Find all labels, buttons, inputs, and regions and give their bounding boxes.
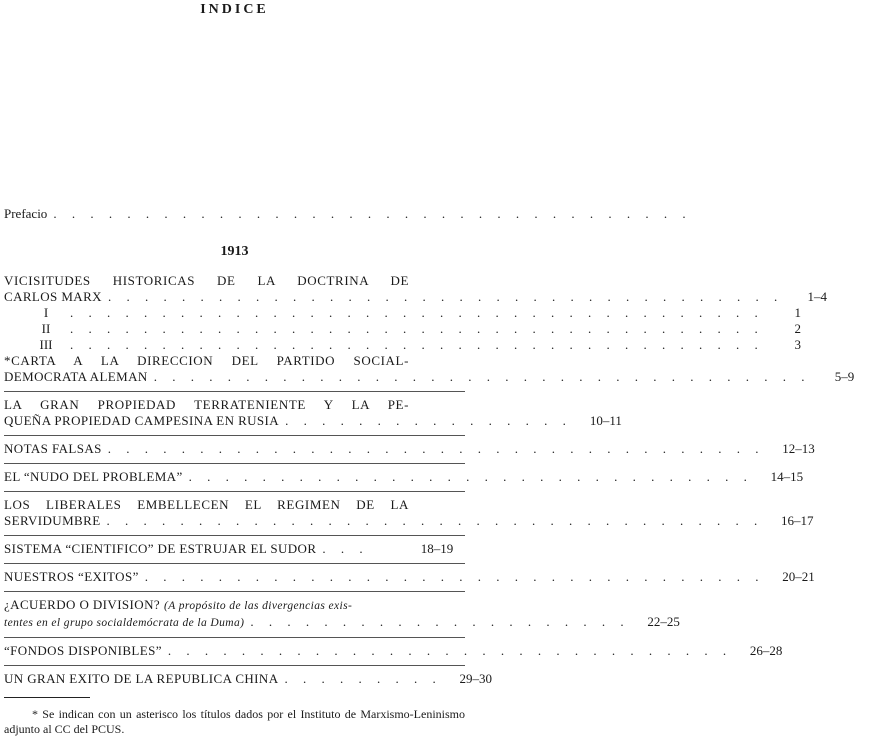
entry-title-line1: UN GRAN EXITO DE LA REPUBLICA CHINA (4, 671, 279, 686)
toc-entry[interactable]: UN GRAN EXITO DE LA REPUBLICA CHINA . . . . . . . . . 29–30 (4, 671, 465, 687)
entry-title-line1: LA GRAN PROPIEDAD TERRATENIENTE Y LA PE- (4, 397, 409, 412)
divider (4, 665, 465, 666)
divider (4, 435, 465, 436)
toc-subentry[interactable]: III . . . . . . . . . . . . . . . . . . . . . . . . . . . . . . . . . . . . . . 3 (4, 337, 465, 353)
entry-pages: 1–4 (807, 289, 827, 304)
toc-entry[interactable]: EL “NUDO DEL PROBLEMA” . . . . . . . . . . . . . . . . . . . . . . . . . . . . . . . 14–15 (4, 469, 465, 485)
entry-pages: 14–15 (770, 469, 804, 484)
divider (4, 535, 465, 536)
entry-title-line2: tentes en el grupo socialdemócrata de la Duma) (4, 617, 245, 629)
toc-entry[interactable]: ¿ACUERDO O DIVISION? (A propósito de las divergencias exis- tentes en el grupo socialdemócrata de la Duma) . . . . . . . . . . . . . . . . . . . . . 22–25 (4, 597, 465, 631)
entry-pages: 26–28 (749, 643, 783, 658)
entry-title-line2: CARLOS MARX (4, 289, 102, 304)
toc-entry[interactable]: “FONDOS DISPONIBLES” . . . . . . . . . . . . . . . . . . . . . . . . . . . . . . . 26–28 (4, 643, 465, 659)
entry-pages: 12–13 (782, 441, 815, 456)
divider (4, 391, 465, 392)
entry-pages: 5–9 (834, 369, 855, 384)
entry-title-line1: LOS LIBERALES EMBELLECEN EL REGIMEN DE LA (4, 497, 409, 512)
toc-entry[interactable]: SISTEMA “CIENTIFICO” DE ESTRUJAR EL SUDOR . . . 18–19 (4, 541, 465, 557)
year-heading: 1913 (220, 244, 249, 259)
entry-pages: 18–19 (420, 541, 454, 556)
entry-subtitle: (A propósito de las divergencias exis- (164, 600, 353, 612)
table-of-contents (4, 273, 855, 687)
toc-entry[interactable]: LOS LIBERALES EMBELLECEN EL REGIMEN DE LA SERVIDUMBRE . . . . . . . . . . . . . . . . . . . . . . . . . . . . . . . . . . . . 16–17 (4, 497, 465, 529)
subentry-pages: 3 (794, 337, 801, 352)
subentry-pages: 1 (794, 305, 801, 320)
toc-entry[interactable]: NOTAS FALSAS . . . . . . . . . . . . . . . . . . . . . . . . . . . . . . . . . . . . 12–13 (4, 441, 465, 457)
page-title: INDICE (200, 2, 269, 17)
prefacio-label: Prefacio (4, 206, 48, 221)
entry-pages: 20–21 (782, 569, 815, 584)
leader-dots: . . . . . . . . . . . . . . . . . . . . . . . . . . . . . . . . . . . (53, 206, 692, 221)
toc-entry[interactable]: VICISITUDES HISTORICAS DE LA DOCTRINA DE CARLOS MARX . . . . . . . . . . . . . . . . . . . . . . . . . . . . . . . . . . . . . 1–4 (4, 273, 465, 305)
toc-subentry[interactable]: I . . . . . . . . . . . . . . . . . . . . . . . . . . . . . . . . . . . . . . 1 (4, 305, 465, 321)
subentry-number: III (39, 337, 53, 352)
entry-title-line2: DEMOCRATA ALEMAN (4, 369, 148, 384)
footnote: * Se indican con un asterisco los títulos dados por el Instituto de Marxismo-Leninismo adjunto al CC del PCUS. (4, 707, 465, 736)
entry-title-line1: VICISITUDES HISTORICAS DE LA DOCTRINA DE (4, 273, 409, 288)
entry-title-line2: QUEÑA PROPIEDAD CAMPESINA EN RUSIA (4, 413, 280, 428)
toc-subentries (4, 305, 801, 353)
entry-title-line1: SISTEMA “CIENTIFICO” DE ESTRUJAR EL SUDOR (4, 541, 317, 556)
toc-entry-prefacio[interactable] (4, 206, 692, 222)
entry-title-line1: “FONDOS DISPONIBLES” (4, 643, 162, 658)
subentry-number: I (43, 305, 49, 320)
entry-title-line2: SERVIDUMBRE (4, 513, 101, 528)
divider (4, 637, 465, 638)
entry-title-line1: *CARTA A LA DIRECCION DEL PARTIDO SOCIAL- (4, 353, 409, 368)
entry-title-line1: NOTAS FALSAS (4, 441, 102, 456)
entry-pages: 16–17 (781, 513, 814, 528)
toc-entry[interactable]: LA GRAN PROPIEDAD TERRATENIENTE Y LA PE- QUEÑA PROPIEDAD CAMPESINA EN RUSIA . . . . . . . . . . . . . . . . 10–11 (4, 397, 465, 429)
footnote-rule (4, 697, 90, 698)
toc-entry[interactable]: *CARTA A LA DIRECCION DEL PARTIDO SOCIAL- DEMOCRATA ALEMAN . . . . . . . . . . . . . . . . . . . . . . . . . . . . . . . . . . . . 5–9 (4, 353, 465, 385)
divider (4, 463, 465, 464)
entry-title-line1: ¿ACUERDO O DIVISION? (4, 597, 161, 612)
subentry-pages: 2 (794, 321, 801, 336)
entry-pages: 22–25 (647, 614, 680, 629)
divider (4, 563, 465, 564)
entry-title-line1: EL “NUDO DEL PROBLEMA” (4, 469, 183, 484)
divider (4, 491, 465, 492)
entry-title-line1: NUESTROS “EXITOS” (4, 569, 139, 584)
divider (4, 591, 465, 592)
toc-entry[interactable]: NUESTROS “EXITOS” . . . . . . . . . . . . . . . . . . . . . . . . . . . . . . . . . . 20–21 (4, 569, 465, 585)
entry-pages: 10–11 (589, 413, 622, 428)
entry-pages: 29–30 (459, 671, 492, 686)
toc-subentry[interactable]: II . . . . . . . . . . . . . . . . . . . . . . . . . . . . . . . . . . . . . . 2 (4, 321, 465, 337)
subentry-number: II (41, 321, 51, 336)
